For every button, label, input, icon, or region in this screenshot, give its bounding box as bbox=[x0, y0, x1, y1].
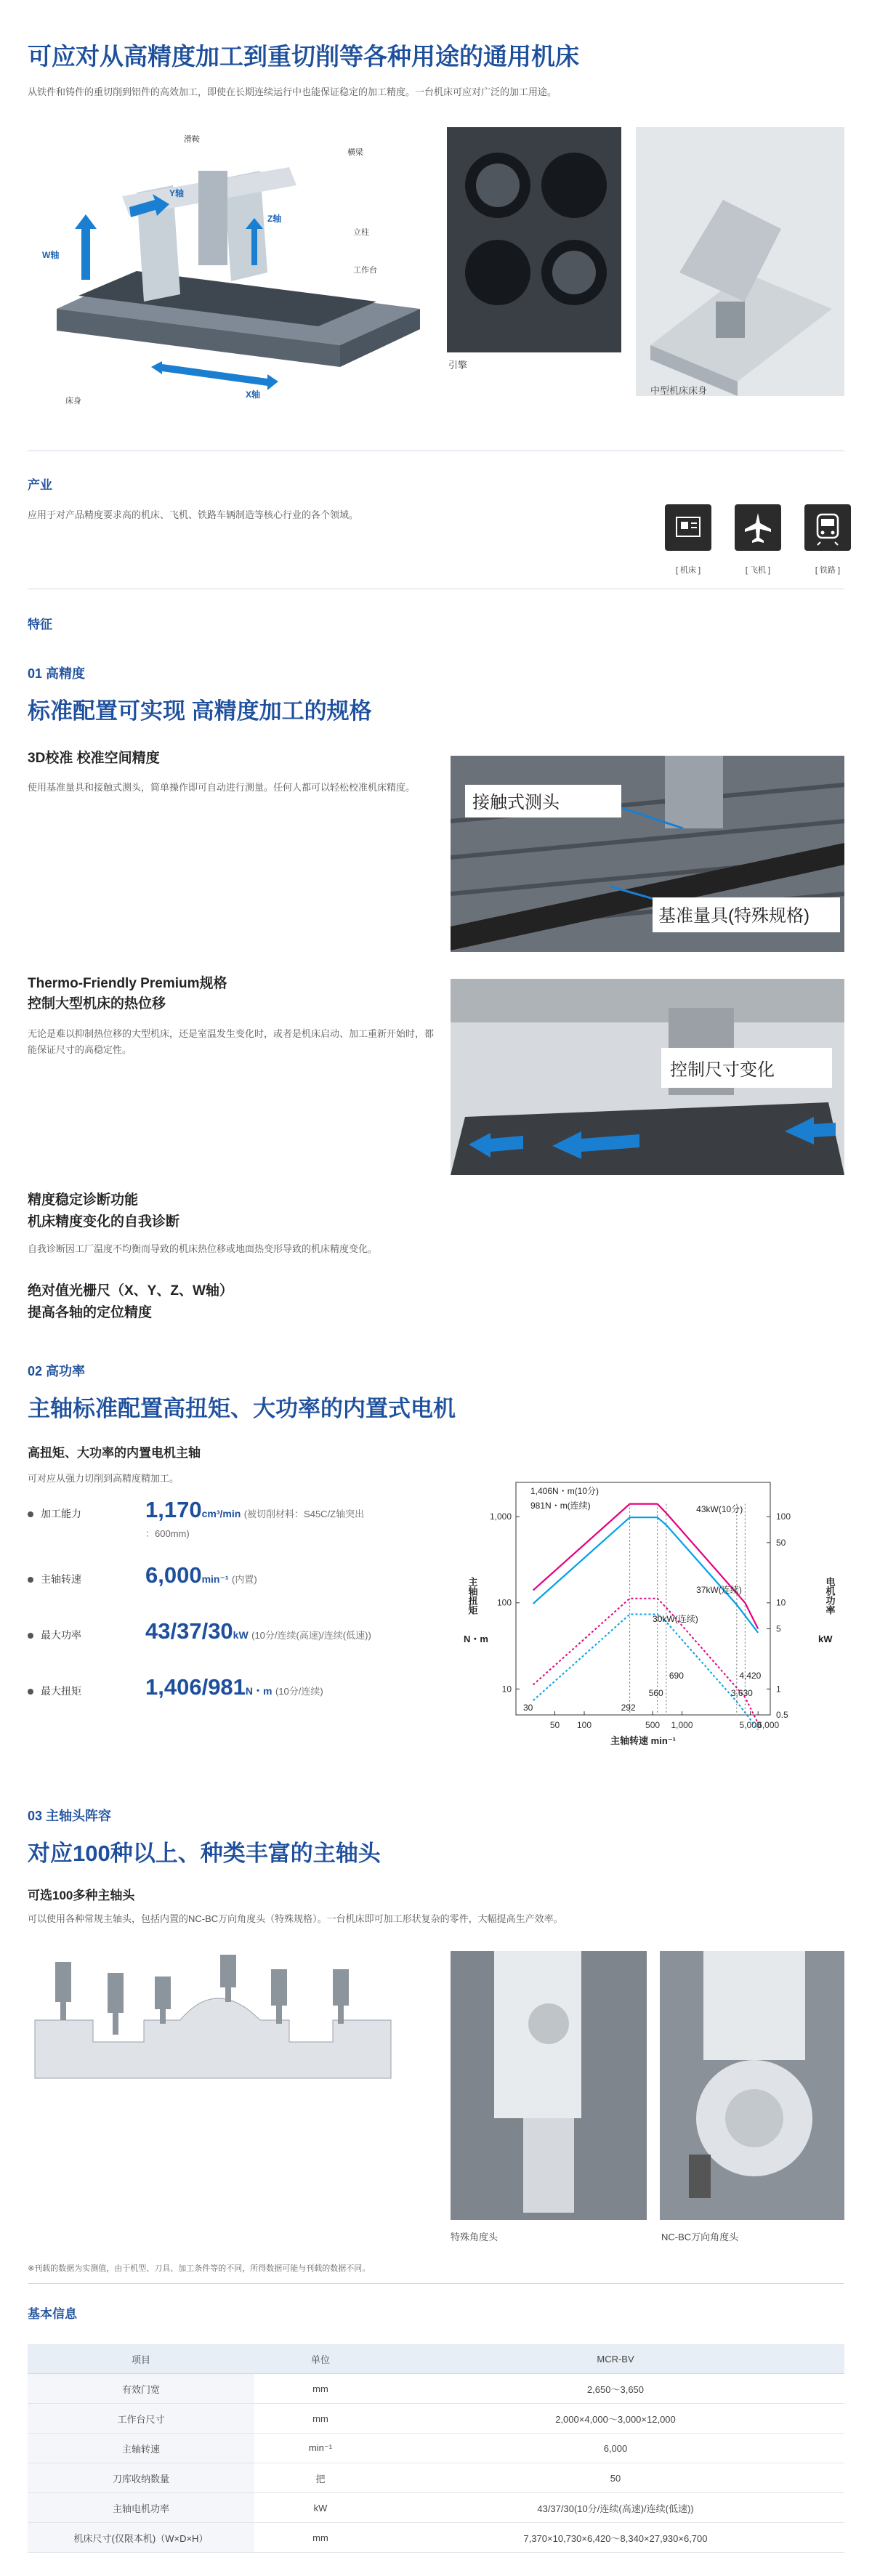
stat-power bbox=[28, 1628, 81, 1642]
table-cell: 有效门宽 bbox=[28, 2374, 254, 2404]
y-right-unit: kW bbox=[818, 1634, 833, 1644]
nc-bc-head-photo bbox=[660, 1951, 844, 2220]
feature-1-item-1-title: 3D校准 校准空间精度 bbox=[28, 751, 160, 766]
footnote: ※刊载的数据为实测值，由于机型、刀具、加工条件等的不同，所得数据可能与刊载的数据不同。 bbox=[28, 2264, 371, 2273]
x-tick-label: 50 bbox=[549, 1720, 560, 1730]
table-cell: 7,370×10,730×6,420～8,340×27,930×6,700 bbox=[387, 2523, 844, 2553]
table-cell: 机床尺寸(仅限本机)（W×D×H） bbox=[28, 2523, 254, 2553]
table-row bbox=[28, 2493, 844, 2523]
x-axis-label: 主轴转速 min⁻¹ bbox=[610, 1735, 676, 1746]
y-right-axis-label: 电机功率 bbox=[824, 1577, 836, 1615]
stat-torque bbox=[28, 1684, 81, 1698]
train-icon bbox=[804, 504, 851, 551]
table-cell: 把 bbox=[254, 2463, 387, 2493]
thermal-label: 控制尺寸变化 bbox=[670, 1060, 775, 1080]
stat-label: 最大扭矩 bbox=[41, 1685, 81, 1697]
label-column: 立柱 bbox=[353, 228, 369, 237]
stat-label: 主轴转速 bbox=[41, 1573, 81, 1585]
table-cell: min⁻¹ bbox=[254, 2434, 387, 2463]
feature-2-sub-title: 高扭矩、大功率的内置电机主轴 bbox=[28, 1446, 201, 1460]
feature-3-sub-title: 可选100多种主轴头 bbox=[28, 1889, 135, 1902]
label-table: 工作台 bbox=[353, 266, 377, 275]
table-header: 项目 bbox=[28, 2344, 254, 2374]
spindle-heads-diagram bbox=[28, 1947, 405, 2086]
annotation: 37kW(连续) bbox=[696, 1585, 742, 1596]
x-tick-label: 5,000 bbox=[739, 1720, 762, 1730]
page-title: 可应对从高精度加工到重切削等各种用途的通用机床 bbox=[28, 43, 579, 70]
table-cell: 工作台尺寸 bbox=[28, 2404, 254, 2434]
table-cell: 刀库收纳数量 bbox=[28, 2463, 254, 2493]
table-cell: 43/37/30(10分/连续(高速)/连续(低速)) bbox=[387, 2493, 844, 2523]
y-right-tick-label: 100 bbox=[776, 1511, 791, 1522]
annotation: 30 bbox=[523, 1703, 533, 1713]
series-line-continuous bbox=[533, 1517, 759, 1633]
series-power-line-continuous bbox=[533, 1615, 762, 1730]
feature-2-sub-desc: 可对应从强力切削到高精度精加工。 bbox=[28, 1473, 179, 1484]
stat-label: 加工能力 bbox=[41, 1508, 81, 1519]
y-left-axis-label: 主轴扭矩 bbox=[467, 1577, 478, 1615]
stat-unit: min⁻¹ bbox=[201, 1573, 229, 1585]
annotation: 43kW(10分) bbox=[696, 1504, 743, 1515]
label-bed: 床身 bbox=[65, 397, 81, 405]
stat-value: 43/37/30 bbox=[145, 1618, 233, 1644]
industry-heading: 产业 bbox=[28, 478, 52, 492]
label-cross-rail: 横梁 bbox=[347, 148, 363, 157]
airplane-icon bbox=[735, 504, 781, 551]
table-row bbox=[28, 2434, 844, 2463]
label-w-axis: W轴 bbox=[42, 250, 60, 260]
feature-1-item-2-desc: 无论是难以抑制热位移的大型机床，还是室温发生变化时，或者是机床启动、加工重新开始时，都能保证尺寸的高稳定性。 bbox=[28, 1028, 435, 1055]
table-cell: 主轴转速 bbox=[28, 2434, 254, 2463]
y-left-tick-label: 100 bbox=[496, 1597, 512, 1608]
table-header-row bbox=[28, 2344, 844, 2374]
feature-2-tag: 02 高功率 bbox=[28, 1364, 86, 1378]
y-left-tick-label: 10 bbox=[501, 1684, 512, 1695]
stat-processing bbox=[28, 1506, 81, 1521]
stat-unit: kW bbox=[233, 1629, 249, 1641]
spec-heading: 基本信息 bbox=[28, 2307, 77, 2321]
feature-1-item-3-title-2: 机床精度变化的自我诊断 bbox=[28, 1214, 180, 1230]
label-y-axis: Y轴 bbox=[169, 188, 185, 198]
y-right-tick-label: 50 bbox=[776, 1537, 786, 1548]
annotation: 560 bbox=[648, 1688, 663, 1698]
stat-value: 1,170 bbox=[145, 1497, 202, 1522]
table-cell: 主轴电机功率 bbox=[28, 2493, 254, 2523]
hero-description: 从铁件和铸件的重切削到铝件的高效加工，即使在长期连续运行中也能保证稳定的加工精度。一台机床可应对广泛的加工用途。 bbox=[28, 86, 557, 97]
y-right-tick-label: 1 bbox=[776, 1684, 781, 1695]
feature-3-title: 对应100种以上、种类丰富的主轴头 bbox=[28, 1841, 381, 1866]
engine-caption: 引擎 bbox=[448, 360, 468, 371]
industry-description: 应用于对产品精度要求高的机床、飞机、铁路车辆制造等核心行业的各个领域。 bbox=[28, 509, 359, 520]
probe-label: 接触式测头 bbox=[472, 793, 560, 812]
feature-1-item-3-desc: 自我诊断因工厂温度不均衡而导致的机床热位移或地面热变形导致的机床精度变化。 bbox=[28, 1243, 378, 1254]
torque-power-chart bbox=[458, 1453, 844, 1773]
stat-value: 1,406/981 bbox=[145, 1674, 246, 1700]
feature-1-title: 标准配置可实现 高精度加工的规格 bbox=[28, 698, 372, 724]
calibration-photo bbox=[451, 756, 844, 952]
table-cell: mm bbox=[254, 2523, 387, 2553]
series-power-line-10min bbox=[533, 1599, 762, 1724]
label-x-axis: X轴 bbox=[246, 389, 261, 400]
stat-note: (被切削材料：S45C/Z轴突出 bbox=[243, 1509, 365, 1519]
table-header: MCR-BV bbox=[387, 2344, 844, 2374]
table-row bbox=[28, 2523, 844, 2553]
engine-photo bbox=[447, 127, 621, 352]
x-tick-label: 1,000 bbox=[671, 1720, 693, 1730]
annotation: 981N・m(连续) bbox=[530, 1501, 591, 1511]
feature-3-sub-desc: 可以使用各种常规主轴头，包括内置的NC-BC万向角度头（特殊规格）。一台机床即可加工形状复杂的零件，大幅提高生产效率。 bbox=[28, 1913, 563, 1924]
feature-1-item-3-title-1: 精度稳定诊断功能 bbox=[28, 1192, 139, 1208]
feature-1-item-1-desc: 使用基准量具和接触式测头，简单操作即可自动进行测量。任何人都可以轻松校准机床精度。 bbox=[28, 782, 416, 793]
annotation: 292 bbox=[621, 1703, 636, 1713]
y-right-tick-label: 10 bbox=[776, 1597, 786, 1608]
table-cell: mm bbox=[254, 2374, 387, 2404]
table-row bbox=[28, 2404, 844, 2434]
feature-1-item-2-title-2: 控制大型机床的热位移 bbox=[28, 996, 166, 1012]
nc-bc-head-caption: NC-BC万向角度头 bbox=[661, 2232, 739, 2242]
table-cell: mm bbox=[254, 2404, 387, 2434]
stat-note: (10分/连续) bbox=[275, 1686, 323, 1697]
table-cell: 2,000×4,000～3,000×12,000 bbox=[387, 2404, 844, 2434]
feature-3-tag: 03 主轴头阵容 bbox=[28, 1809, 112, 1823]
table-row bbox=[28, 2374, 844, 2404]
feature-1-tag: 01 高精度 bbox=[28, 666, 86, 681]
series-line-10min bbox=[533, 1504, 759, 1629]
label-ram: 滑鞍 bbox=[184, 135, 200, 144]
annotation: 3,630 bbox=[730, 1688, 753, 1698]
stat-label: 最大功率 bbox=[41, 1629, 81, 1641]
stat-speed bbox=[28, 1572, 81, 1586]
machine-tool-icon bbox=[665, 504, 711, 551]
feature-1-item-4-title-2: 提高各轴的定位精度 bbox=[28, 1305, 153, 1320]
bed-caption: 中型机床床身 bbox=[650, 385, 708, 396]
table-cell: 6,000 bbox=[387, 2434, 844, 2463]
spec-table bbox=[28, 2344, 844, 2553]
y-right-tick-label: 0.5 bbox=[776, 1710, 788, 1720]
bed-photo bbox=[636, 127, 844, 396]
industry-label-rail: 铁路 bbox=[820, 566, 836, 575]
x-tick-label: 100 bbox=[577, 1720, 592, 1730]
annotation: 1,406N・m(10分) bbox=[530, 1486, 600, 1496]
y-right-tick-label: 5 bbox=[776, 1623, 781, 1634]
industry-label-machine: 机床 bbox=[680, 566, 696, 575]
stat-unit: cm³/min bbox=[201, 1508, 241, 1519]
x-tick-label: 6,000 bbox=[757, 1720, 780, 1730]
feature-1-item-2-title-1: Thermo-Friendly Premium规格 bbox=[28, 976, 227, 991]
divider bbox=[28, 2283, 844, 2284]
label-z-axis: Z轴 bbox=[267, 214, 282, 224]
y-left-tick-label: 1,000 bbox=[489, 1511, 512, 1522]
machine-diagram bbox=[28, 127, 435, 411]
feature-2-title: 主轴标准配置高扭矩、大功率的内置式电机 bbox=[28, 1396, 456, 1421]
stat-unit: N・m bbox=[245, 1685, 272, 1697]
stat-note: (10分/连续(高速)/连续(低速)) bbox=[251, 1630, 371, 1641]
gauge-label: 基准量具(特殊规格) bbox=[658, 906, 810, 926]
table-row bbox=[28, 2463, 844, 2493]
special-angle-head-caption: 特殊角度头 bbox=[451, 2232, 498, 2242]
feature-1-item-4-title-1: 绝对值光栅尺（X、Y、Z、W轴） bbox=[28, 1283, 233, 1299]
table-cell: kW bbox=[254, 2493, 387, 2523]
table-cell: 2,650～3,650 bbox=[387, 2374, 844, 2404]
special-angle-head-photo bbox=[451, 1951, 647, 2220]
table-cell: 50 bbox=[387, 2463, 844, 2493]
x-tick-label: 500 bbox=[645, 1720, 661, 1730]
thermal-photo bbox=[451, 979, 844, 1175]
y-left-unit: N・m bbox=[464, 1634, 488, 1644]
stat-note-2: ：600mm) bbox=[145, 1528, 190, 1539]
annotation: 690 bbox=[669, 1671, 684, 1681]
annotation: 30kW(连续) bbox=[653, 1614, 698, 1625]
industry-label-airplane: 飞机 bbox=[750, 566, 766, 575]
stat-value: 6,000 bbox=[145, 1562, 202, 1588]
table-header: 单位 bbox=[254, 2344, 387, 2374]
features-heading: 特征 bbox=[28, 618, 52, 631]
stat-note: (内置) bbox=[231, 1574, 257, 1585]
annotation: 4,420 bbox=[739, 1671, 762, 1681]
